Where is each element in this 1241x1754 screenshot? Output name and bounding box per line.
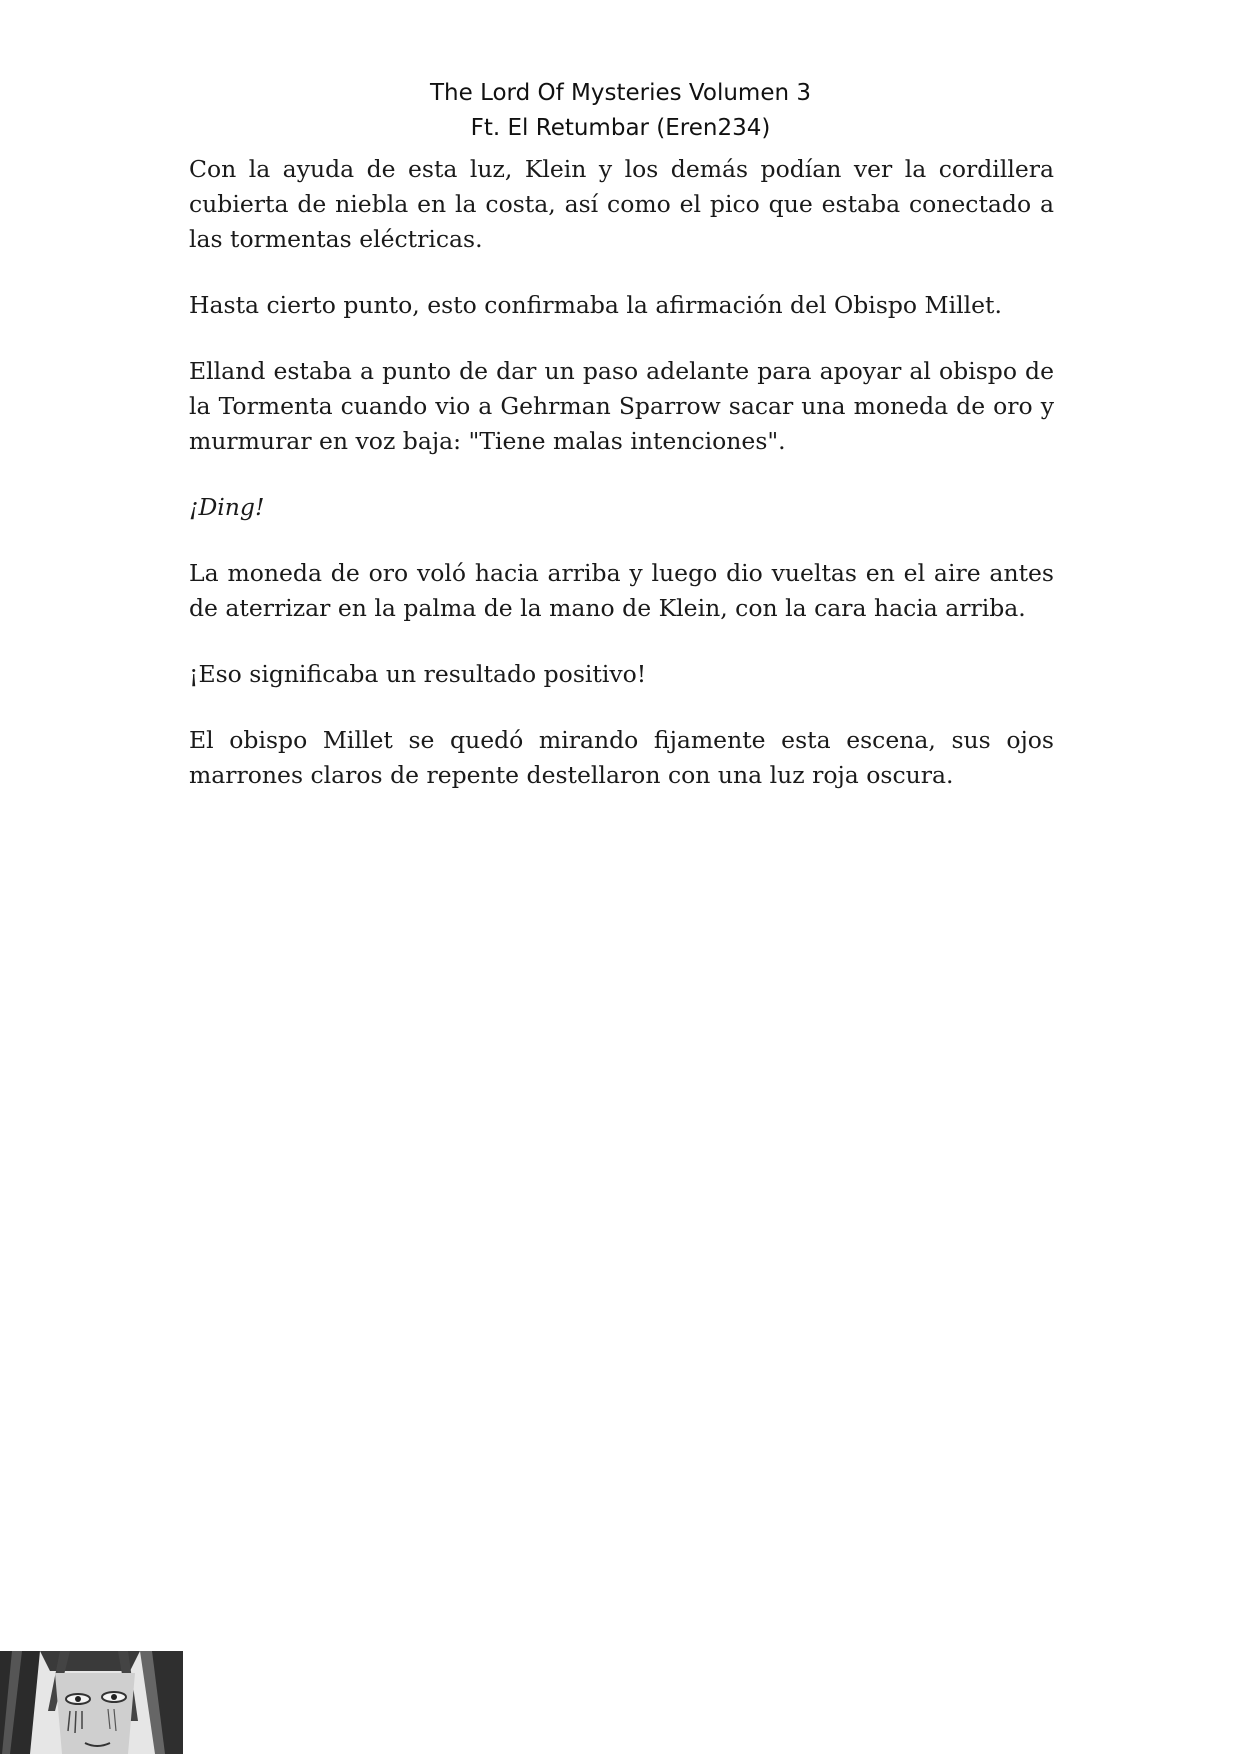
header-title: The Lord Of Mysteries Volumen 3: [429, 80, 811, 106]
corner-portrait-image: [0, 1651, 183, 1754]
page-header: [0, 76, 1241, 146]
paragraph-sound-effect: ¡Ding!: [189, 493, 265, 521]
paragraph: El obispo Millet se quedó mirando fijamente esta escena, sus ojos marrones claros de repente destellaron con una luz roja oscura.: [189, 726, 1054, 789]
header-credit: Ft. El Retumbar (Eren234): [470, 115, 771, 141]
body-text: [189, 152, 1054, 824]
paragraph: Elland estaba a punto de dar un paso adelante para apoyar al obispo de la Tormenta cuando vio a Gehrman Sparrow sacar una moneda de oro y murmurar en voz baja: "Tiene malas intenciones".: [189, 357, 1054, 455]
paragraph: Con la ayuda de esta luz, Klein y los demás podían ver la cordillera cubierta de niebla en la costa, así como el pico que estaba conectado a las tormentas eléctricas.: [189, 155, 1054, 253]
paragraph: Hasta cierto punto, esto confirmaba la afirmación del Obispo Millet.: [189, 291, 1002, 319]
paragraph: ¡Eso significaba un resultado positivo!: [189, 660, 647, 688]
portrait-illustration-icon: [0, 1651, 183, 1754]
paragraph: La moneda de oro voló hacia arriba y luego dio vueltas en el aire antes de aterrizar en la palma de la mano de Klein, con la cara hacia arriba.: [189, 559, 1054, 622]
